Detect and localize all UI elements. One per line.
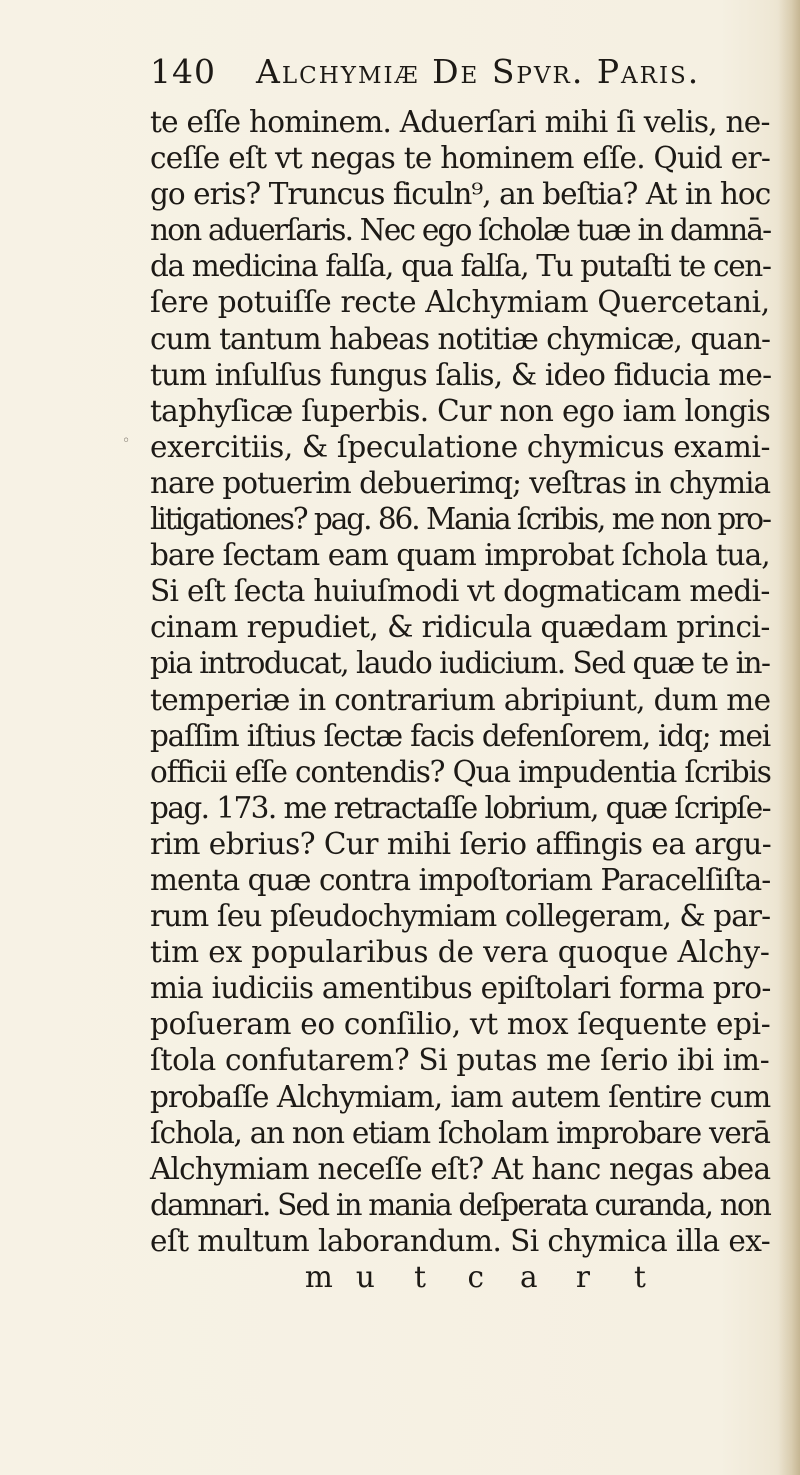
text-line: te eſſe hominem. Aduerſari mihi ſi velis, ne-: [150, 105, 770, 139]
text-line: exercitiis, & ſpeculatione chymicus exami-: [150, 429, 771, 464]
page-header: [150, 52, 750, 92]
text-line: go eris? Truncus ficuln⁹, an beſtia? At in hoc: [150, 177, 771, 212]
body-text: [150, 104, 770, 1295]
text-line: mia iudiciis amentibus epiſtolari forma pro-: [150, 971, 771, 1006]
text-line: damnari. Sed in mania deſperata curanda, non: [150, 1187, 771, 1222]
text-line: nare potuerim debuerimq; veſtras in chymia: [150, 465, 771, 500]
text-line: temperiæ in contrarium abripiunt, dum me: [150, 682, 771, 717]
text-line: officii eſſe contendis? Qua impudentia ſcribis: [150, 754, 771, 789]
text-line: taphyſicæ ſuperbis. Cur non ego iam longis: [150, 393, 771, 428]
text-line: litigationes? pag. 86. Mania ſcribis, me non pro-: [150, 502, 770, 537]
text-line: tum inſulſus fungus ſalis, & ideo fiducia me-: [150, 357, 772, 392]
text-line: ſere potuiſſe recte Alchymiam Quercetani,: [150, 285, 770, 320]
text-line: non aduerſaris. Nec ego ſcholæ tuæ in damnā-: [150, 213, 771, 248]
catchword: [150, 1259, 770, 1295]
text-line: pag. 173. me retractaſſe lobrium, quæ ſcripſe-: [150, 790, 771, 825]
text-line: tim ex popularibus de vera quoque Alchy-: [150, 935, 770, 970]
text-line: Si eſt ſecta huiuſmodi vt dogmaticam medi-: [150, 574, 770, 609]
text-line: paſſim iſtius ſectæ facis defenſorem, idq; mei: [150, 718, 770, 753]
text-line: Alchymiam neceſſe eſt? At hanc negas abea: [150, 1151, 771, 1186]
text-line: probaſſe Alchymiam, iam autem ſentire cum: [150, 1079, 771, 1114]
page-number: 140: [150, 52, 216, 91]
text-line: menta quæ contra impoſtoriam Paracelſiſta-: [150, 862, 771, 897]
text-line: cinam repudiet, & ridicula quædam princi-: [150, 610, 770, 645]
text-line: rim ebrius? Cur mihi ſerio affingis ea argu-: [150, 826, 772, 861]
margin-mark: ◦: [122, 433, 131, 449]
text-line: rum ſeu pſeudochymiam collegeram, & par-: [150, 899, 771, 934]
text-line: ſtola confutarem? Si putas me ſerio ibi im-: [150, 1043, 770, 1078]
page-edge-shadow: [778, 0, 800, 1475]
text-line: cum tantum habeas notitiæ chymicæ, quan-: [150, 321, 771, 356]
text-line: bare ſectam eam quam improbat ſchola tua,: [150, 538, 770, 573]
text-line: ceſſe eſt vt negas te hominem eſſe. Quid er-: [150, 141, 771, 176]
text-line: ſchola, an non etiam ſcholam improbare verā: [150, 1115, 770, 1150]
text-line: eſt multum laborandum. Si chymica illa ex-: [150, 1223, 771, 1258]
text-line: da medicina falſa, qua falſa, Tu putaſti te cen-: [150, 249, 771, 284]
text-line: pia introducat, laudo iudicium. Sed quæ te in-: [150, 646, 770, 681]
text-line: poſueram eo conſilio, vt mox ſequente epi-: [150, 1007, 771, 1042]
running-title: Alchymiæ De Spvr. Paris.: [256, 52, 701, 91]
